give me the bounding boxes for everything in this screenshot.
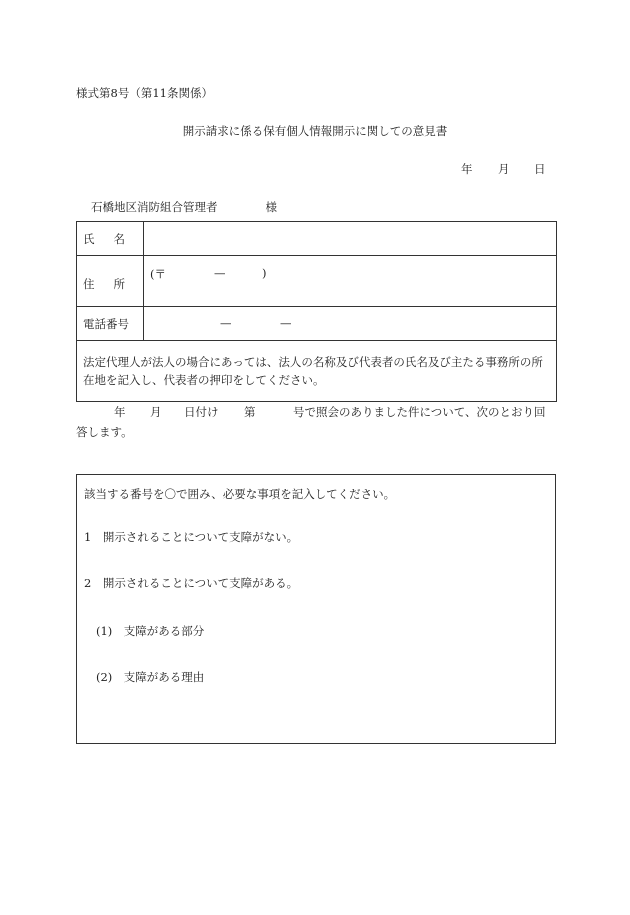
name-label-cell xyxy=(77,222,144,256)
answer-box xyxy=(76,474,556,744)
phone-dash-1: — xyxy=(220,316,232,330)
addressee xyxy=(91,199,277,215)
address-label-char-2: 所 xyxy=(113,277,125,291)
address-label-cell xyxy=(77,256,144,307)
answer-instruction: 該当する番号を〇で囲み、必要な事項を記入してください。 xyxy=(84,487,396,501)
phone-label-cell xyxy=(77,307,144,341)
phone-field[interactable] xyxy=(144,307,557,341)
phone-label: 電話番号 xyxy=(83,316,129,331)
form-number: 様式第8号（第11条関係） xyxy=(76,86,213,100)
phone-dash-2: — xyxy=(280,316,292,330)
date-year-label: 年 xyxy=(461,162,473,176)
reply-dai: 第 xyxy=(244,405,256,419)
reply-date-suffix: 日付け xyxy=(184,405,219,419)
addressee-honorific: 様 xyxy=(265,200,277,214)
reply-paragraph xyxy=(76,402,556,442)
addressee-name: 石橋地区消防組合管理者 xyxy=(91,200,218,214)
date-day-label: 日 xyxy=(534,162,546,176)
name-field[interactable] xyxy=(144,222,557,256)
postal-open: (〒 xyxy=(150,267,166,281)
option-no-obstacle[interactable]: 1 開示されることについて支障がない。 xyxy=(84,530,299,544)
reply-year: 年 xyxy=(114,405,126,419)
postal-dash: — xyxy=(214,266,226,280)
name-label-char-2: 名 xyxy=(113,231,125,246)
sub-obstacle-part: (1) 支障がある部分 xyxy=(96,624,205,638)
reply-tail: 号で照会のありました件について、次のとおり回 xyxy=(293,405,546,419)
requester-info-table xyxy=(76,221,557,402)
date-month-label: 月 xyxy=(498,162,510,176)
reply-line-2: 答します。 xyxy=(76,425,133,439)
document-title: 開示請求に係る保有個人情報開示に関しての意見書 xyxy=(182,124,448,138)
address-label-char-1: 住 xyxy=(83,277,95,291)
option-has-obstacle[interactable]: 2 開示されることについて支障がある。 xyxy=(84,576,299,590)
legal-representative-note: 法定代理人が法人の場合にあっては、法人の名称及び代表者の氏名及び主たる事務所の所在地を記入し、代表者の押印をしてください。 xyxy=(77,341,557,402)
postal-close: ) xyxy=(262,266,267,280)
sub-obstacle-reason: (2) 支障がある理由 xyxy=(96,670,205,684)
reply-month: 月 xyxy=(150,405,162,419)
address-field[interactable] xyxy=(144,256,557,307)
name-label-char-1: 氏 xyxy=(83,231,95,246)
